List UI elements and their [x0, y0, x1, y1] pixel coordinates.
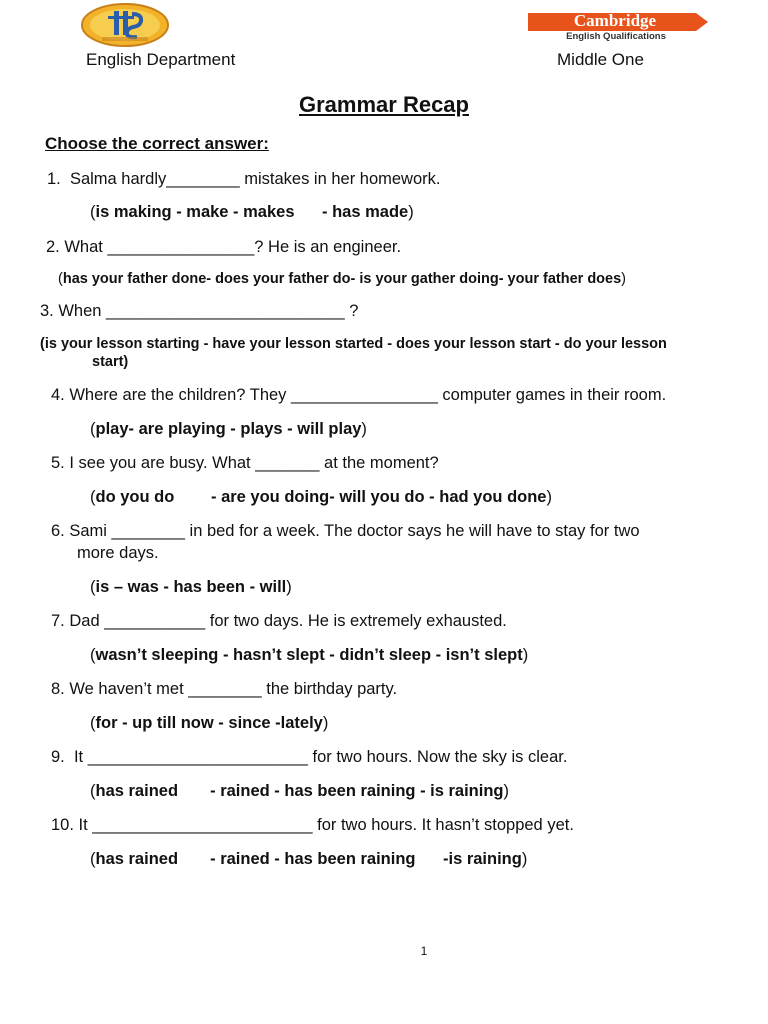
instruction: Choose the correct answer: — [45, 134, 269, 153]
option-text: play- are playing - plays - will play — [95, 420, 362, 438]
option-text: for - up till now - since -lately — [95, 714, 323, 732]
question-3 — [40, 302, 358, 321]
question-number: 2. — [46, 238, 60, 256]
options-10: (has rained - rained - has been raining -is raining) — [90, 850, 528, 868]
question-4 — [51, 386, 666, 405]
cambridge-logo — [528, 12, 710, 44]
question-text: What ________________? He is an engineer. — [64, 238, 402, 256]
page-title: Grammar Recap — [299, 92, 469, 117]
question-number: 3. — [40, 302, 54, 320]
question-2 — [46, 238, 401, 257]
question-10 — [51, 816, 574, 835]
options-7: (wasn’t sleeping - hasn’t slept - didn’t sleep - isn’t slept) — [90, 646, 529, 664]
options-8: (for - up till now - since -lately) — [90, 714, 329, 732]
question-8 — [51, 680, 397, 699]
option-text: has rained - rained - has been raining -is raining — [95, 850, 522, 868]
option-text: wasn’t sleeping - hasn’t slept - didn’t sleep - isn’t slept — [95, 646, 523, 664]
options-2: (has your father done- does your father do- is your gather doing- your father does) — [58, 271, 627, 287]
cambridge-logo-subtext: English Qualifications — [566, 31, 666, 42]
question-9 — [51, 748, 567, 767]
question-text: When __________________________ ? — [58, 302, 359, 320]
question-number: 7. — [51, 612, 65, 630]
option-text: is making - make - makes — [95, 203, 295, 221]
option-text: - has made — [294, 203, 409, 221]
question-number: 1. — [47, 170, 61, 188]
question-7 — [51, 612, 507, 631]
question-6-continued: more days. — [77, 544, 159, 562]
question-text: Dad ___________ for two days. He is extremely exhausted. — [69, 612, 507, 630]
question-number: 9. — [51, 748, 65, 766]
option-text: has rained - rained - has been raining - is raining — [95, 782, 504, 800]
department-label: English Department — [86, 50, 236, 69]
question-1 — [47, 170, 440, 189]
cambridge-logo-text: Cambridge — [573, 11, 657, 30]
options-4: (play- are playing - plays - will play) — [90, 420, 367, 438]
option-text: is – was - has been - will — [95, 578, 287, 596]
question-text: It ________________________ for two hours. Now the sky is clear. — [73, 748, 568, 766]
question-text: We haven’t met ________ the birthday party. — [69, 680, 398, 698]
question-text: Sami ________ in bed for a week. The doctor says he will have to stay for two — [69, 522, 640, 540]
question-number: 6. — [51, 522, 65, 540]
question-6 — [51, 522, 640, 541]
question-text: Where are the children? They ________________ computer games in their room. — [69, 386, 667, 404]
question-text: It ________________________ for two hours. It hasn’t stopped yet. — [78, 816, 574, 834]
page-number: 1 — [420, 944, 428, 958]
question-number: 5. — [51, 454, 65, 472]
school-logo-icon — [80, 2, 170, 48]
option-text: do you do - are you doing- will you do - had you done — [95, 488, 547, 506]
question-text: Salma hardly________ mistakes in her homework. — [69, 170, 441, 188]
options-9: (has rained - rained - has been raining - is raining) — [90, 782, 510, 800]
question-number: 4. — [51, 386, 65, 404]
options-3-line2: start) — [92, 354, 129, 370]
options-5: (do you do - are you doing- will you do - had you done) — [90, 488, 552, 506]
level-label: Middle One — [557, 50, 644, 69]
question-number: 10. — [51, 816, 74, 834]
question-number: 8. — [51, 680, 65, 698]
school-logo — [80, 2, 170, 48]
options-1: (is making - make - makes - has made) — [90, 203, 414, 221]
options-6: (is – was - has been - will) — [90, 578, 292, 596]
question-5 — [51, 454, 439, 473]
question-text: I see you are busy. What _______ at the moment? — [69, 454, 439, 472]
option-text: has your father done- does your father do- is your gather doing- your father does — [62, 271, 622, 287]
options-3-line1: (is your lesson starting - have your lesson started - does your lesson start - do your lesson — [40, 336, 667, 352]
